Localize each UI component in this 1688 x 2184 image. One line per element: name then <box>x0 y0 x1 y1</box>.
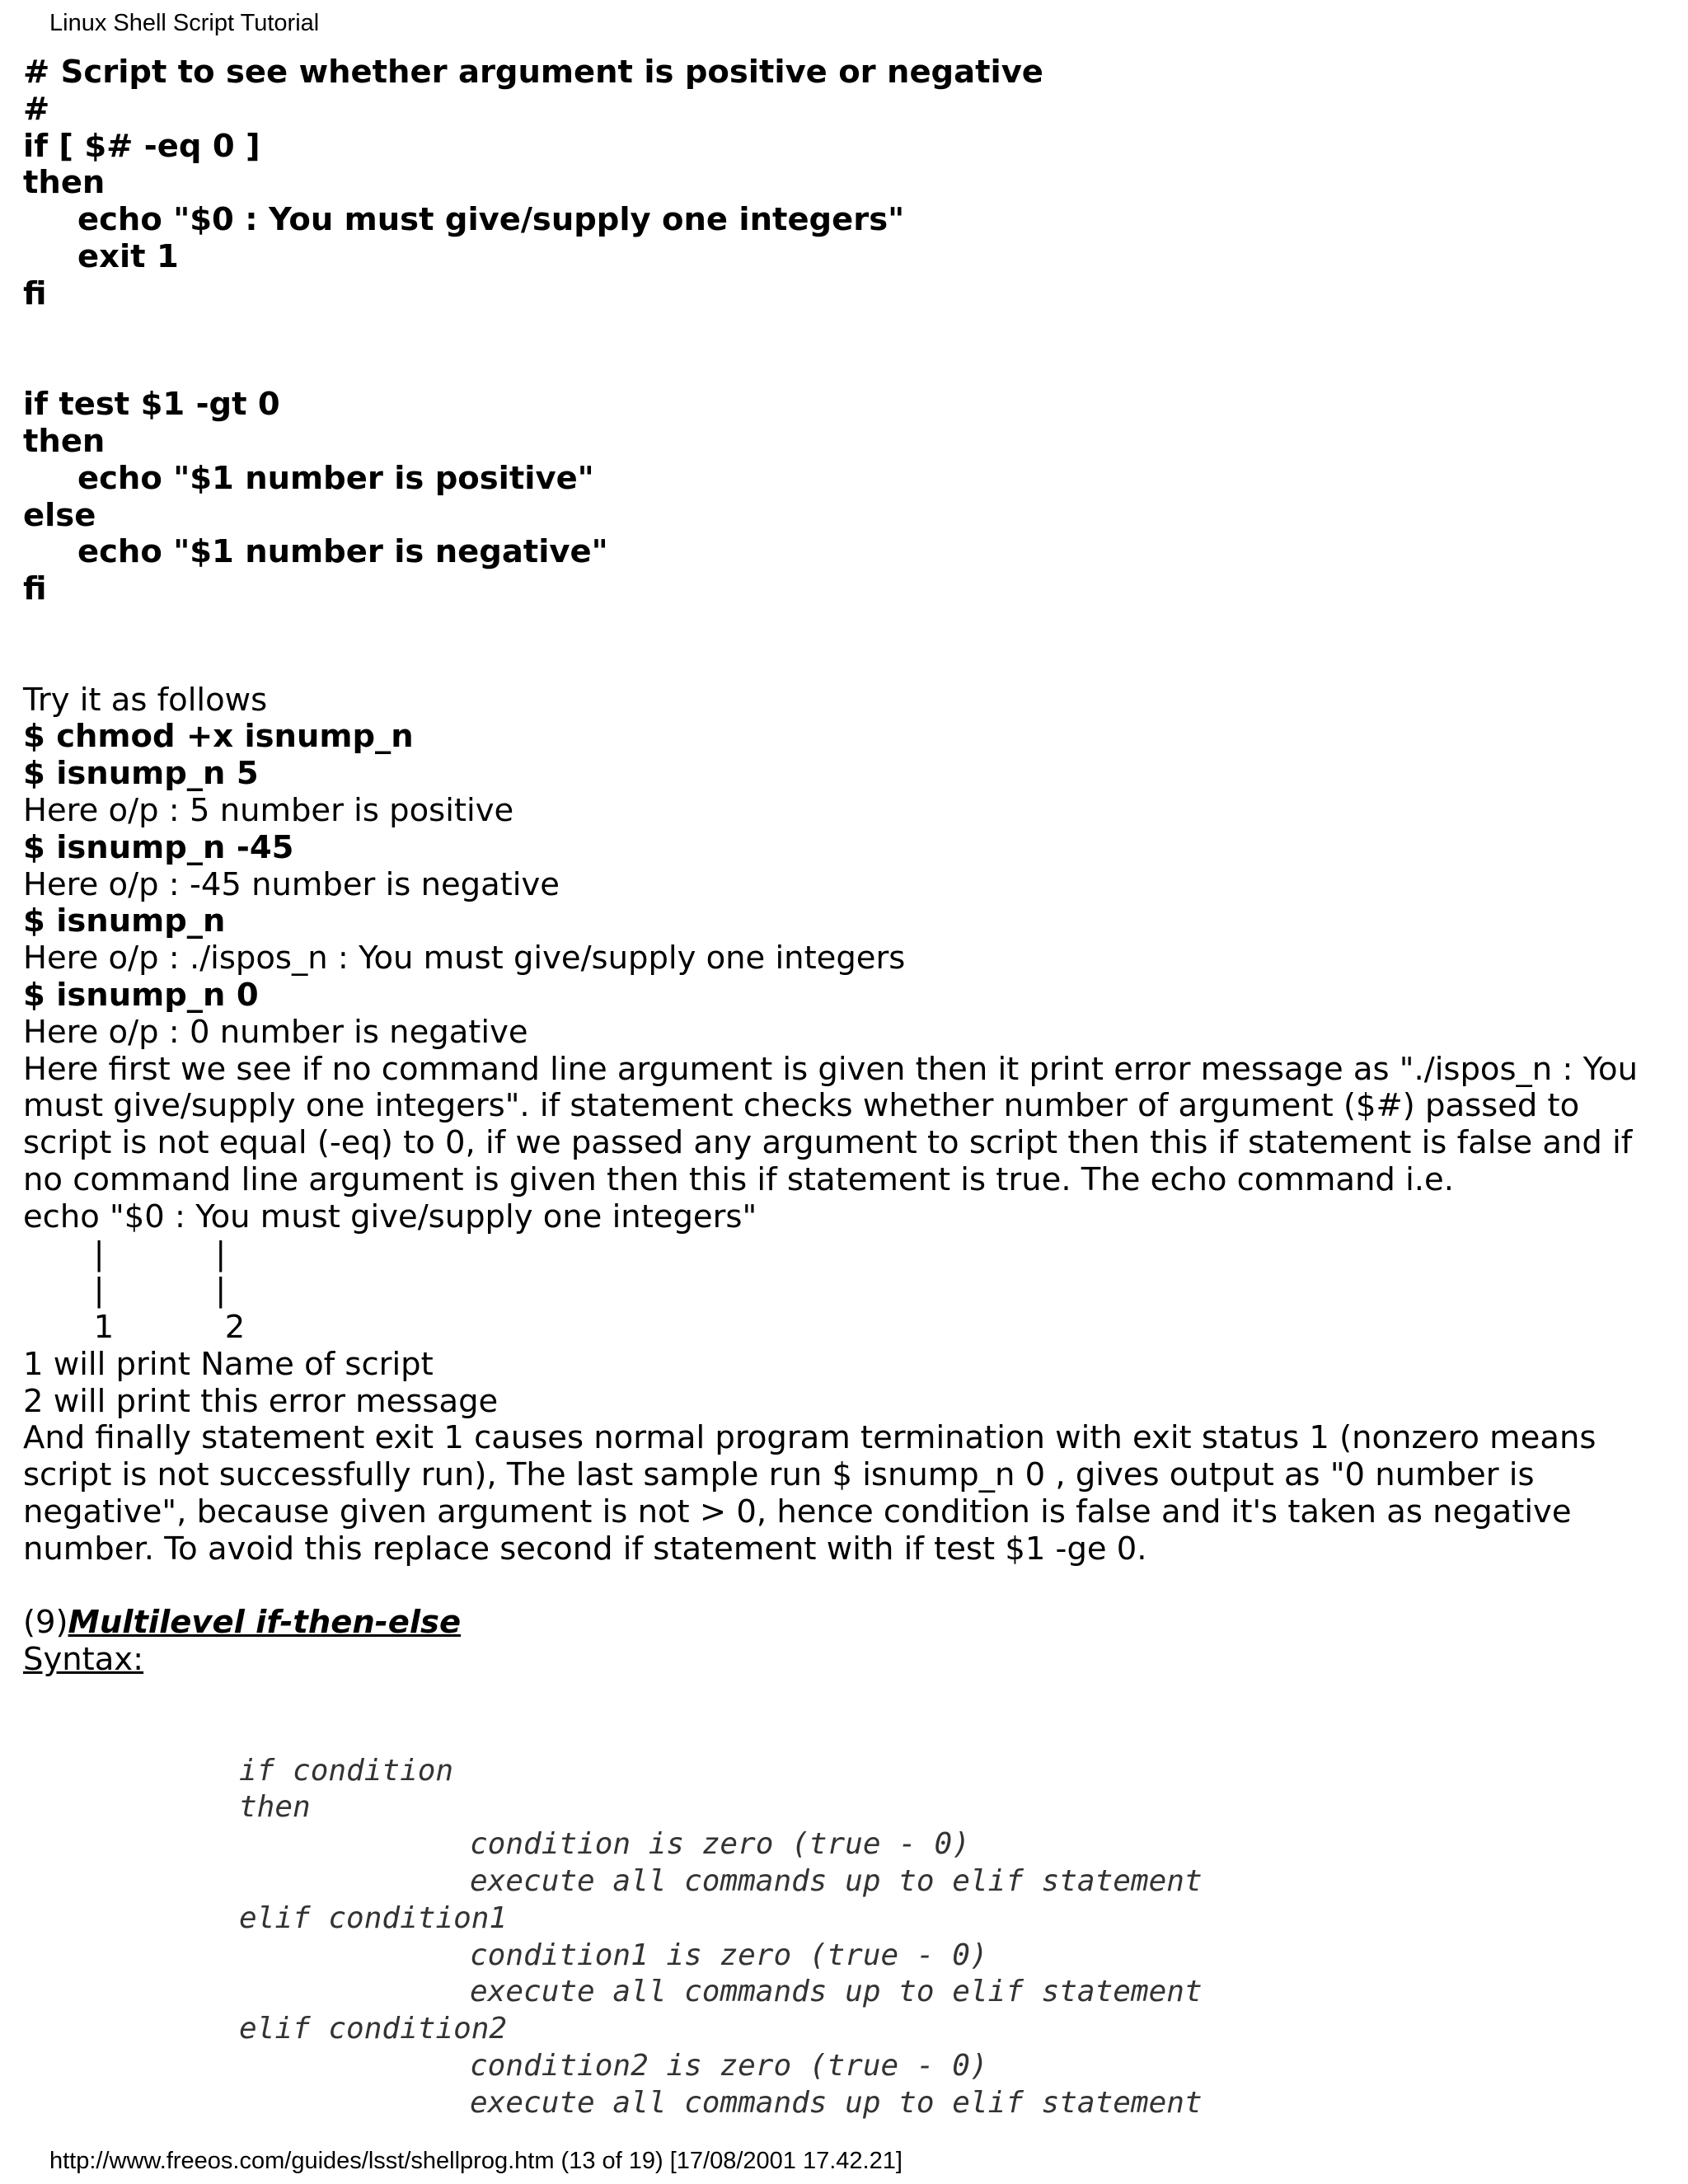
syntax-line: elif condition2 <box>239 2012 508 2046</box>
command-line: $ isnump_n 0 <box>23 976 259 1014</box>
try-section <box>23 682 1667 1052</box>
command-line: $ chmod +x isnump_n <box>23 718 414 756</box>
page-footer: http://www.freeos.com/guides/lsst/shellprog.htm (13 of 19) [17/08/2001 17.42.21] <box>49 2148 903 2174</box>
try-intro: Try it as follows <box>23 681 268 719</box>
syntax-line: execute all commands up to elif statement <box>470 2085 1203 2120</box>
syntax-line: condition2 is zero (true - 0) <box>470 2049 988 2083</box>
output-line: Here o/p : ./ispos_n : You must give/supply one integers <box>23 940 906 977</box>
output-line: Here o/p : 0 number is negative <box>23 1013 528 1051</box>
syntax-line: execute all commands up to elif statement <box>470 1864 1203 1899</box>
section-number: (9) <box>23 1604 68 1642</box>
syntax-block <box>23 1753 1667 2122</box>
script-block-2 <box>23 387 1667 608</box>
syntax-line: elif condition1 <box>239 1900 508 1935</box>
code-line: if [ $# -eq 0 ] <box>23 127 260 165</box>
code-line: then <box>23 164 106 202</box>
syntax-line: execute all commands up to elif statement <box>470 1975 1203 2009</box>
code-line: exit 1 <box>77 237 179 275</box>
script-block-1 <box>23 54 1667 313</box>
page-content <box>23 54 1667 2122</box>
syntax-line: then <box>239 1790 311 1825</box>
section-title-link[interactable]: Multilevel if-then-else <box>68 1604 462 1642</box>
code-line: echo "$0 : You must give/supply one integers" <box>77 201 905 239</box>
command-line: $ isnump_n <box>23 902 226 940</box>
code-line: fi <box>23 274 47 312</box>
output-line: Here o/p : 5 number is positive <box>23 791 514 829</box>
explanation-paragraph: Here first we see if no command line argument is given then it print error message as "./ispos_n : You must give/supply one integers". if statement checks whether number of argument ($#) passed to script is not equal (-eq) to 0, if we passed any argument to script then this if statement is false and if no command line argument is given then this if statement is true. The echo command i.e. <box>23 1050 1638 1198</box>
note-line: 1 will print Name of script <box>23 1345 434 1383</box>
code-line: # Script to see whether argument is positive or negative <box>23 54 1043 91</box>
syntax-label: Syntax: <box>23 1641 144 1679</box>
command-line: $ isnump_n -45 <box>23 828 294 866</box>
echo-line: echo "$0 : You must give/supply one integers" <box>23 1197 757 1235</box>
syntax-line: condition1 is zero (true - 0) <box>470 1938 988 1972</box>
page-header: Linux Shell Script Tutorial <box>49 10 320 36</box>
code-line: if test $1 -gt 0 <box>23 386 280 424</box>
code-line: else <box>23 496 96 534</box>
code-line: echo "$1 number is negative" <box>77 533 608 571</box>
code-line: # <box>23 90 50 128</box>
code-line: echo "$1 number is positive" <box>77 459 594 497</box>
section-heading <box>23 1605 1667 1642</box>
arrow-pipes: | | <box>23 1235 227 1272</box>
syntax-line: if condition <box>239 1753 454 1788</box>
arrow-pipes: | | <box>23 1272 227 1310</box>
syntax-line: condition is zero (true - 0) <box>470 1827 970 1862</box>
output-line: Here o/p : -45 number is negative <box>23 865 560 903</box>
note-line: 2 will print this error message <box>23 1382 499 1420</box>
code-line: then <box>23 422 106 460</box>
final-paragraph: And finally statement exit 1 causes normal program termination with exit status 1 (nonzero means script is not successfully run), The last sample run $ isnump_n 0 , gives output as "0 number is negative", because given argument is not > 0, hence condition is false and it's taken as negative number. To avoid this replace second if statement with if test $1 -ge 0. <box>23 1419 1597 1568</box>
command-line: $ isnump_n 5 <box>23 755 259 793</box>
code-line: fi <box>23 570 47 608</box>
arrow-numbers: 1 2 <box>23 1309 246 1347</box>
